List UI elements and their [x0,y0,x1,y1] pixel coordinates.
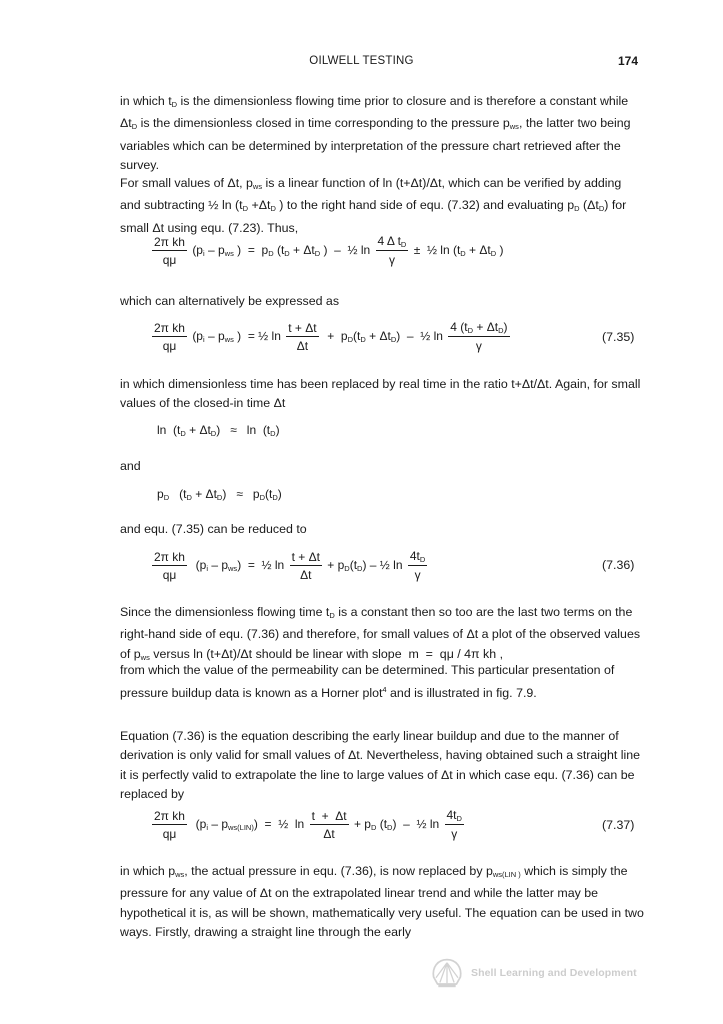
shell-logo-icon [431,958,463,988]
approximation-1: $\ln (t_D + \Delta t_D) \approx \ln (t_D)$ [157,423,280,438]
running-title: OILWELL TESTING [309,55,414,67]
fraction-lhs: $\frac{\text{2π kh}}{q\mu}$ [154,549,185,582]
paragraph-2: For small values of Δt, $p_{ws}$ is a linear function of ln (t+Δt)/Δt, which can be verified by adding and subtracting ½ $\ln (t_D +\Delta t_D$ ) to the right hand side of equ. (7.32) and evaluating $p_D$ $(\Delta t_D)$ for small Δt using equ. (7.23). Thus, [120,176,627,235]
paragraph-1: in which $t_D$ is the dimensionless flowing time prior to closure and is therefore a constant while $\Delta t_D$ is the dimensionless closed in time corresponding to the pressure $p_{ws}$, the latter two being variables which can be determined by interpretation of the pressure chart retrieved after the survey. [120,94,631,172]
equation-body: ($p_i - p_{ws}$ ) = ½ ln [192,328,281,344]
fraction-lhs: $\frac{\text{2π kh}}{q\mu}$ [154,808,185,841]
fraction-lhs: $\frac{\text{2π kh}}{q\mu}$ [154,320,185,353]
equation-number-7-37: (7.37) [602,818,635,832]
equation-body: ± ½ $\ln (t_D + \Delta t_D$ ) [413,242,504,258]
equation-body: $(p_i - p_{ws(LIN)})$ = ½ ln [192,816,305,832]
fraction-log-arg: $\frac{4t_D}{\gamma}$ [446,808,462,841]
equation-1 [150,234,504,267]
fraction-log-arg: $\frac{4 (t_D + \Delta t_D)}{\gamma}$ [450,320,508,353]
equation-7-37 [150,808,466,841]
paragraph-4: in which dimensionless time has been replaced by real time in the ratio t+Δt/Δt. Again, for small values of the closed-in time Δt [120,377,641,411]
fraction-time-ratio: $\frac{t + \Delta t}{\Delta t}$ [291,549,320,582]
fraction-time-ratio: $\frac{t + \Delta t}{\Delta t}$ [288,320,317,353]
equation-body: + $p_D$ $(t_D)$ – ½ ln [353,816,440,832]
footer-brand-text: Shell Learning and Development [471,967,637,979]
paragraph-5: and [120,459,141,473]
equation-number-7-35: (7.35) [602,330,635,344]
page-number: 174 [617,54,638,68]
footer-brand [431,957,641,989]
paragraph-6: and equ. (7.35) can be reduced to [120,522,307,536]
fraction-lhs: $\frac{\text{2π kh}}{q\mu}$ [154,234,185,267]
paragraph-9: Equation (7.36) is the equation describing the early linear buildup and due to the manner of derivation is only valid for small values of Δt. Nevertheless, having obtained such a straight line it is perfectly valid to extrapolate the line to large values of Δt in which case equ. (7.36) can be replaced by [120,729,641,801]
paragraph-7: Since the dimensionless flowing time $t_D$ is a constant then so too are the last two terms on the right-hand side of equ. (7.36) and therefore, for small values of Δt a plot of the observed values of $p_{ws}$ versus ln (t+Δt)/Δt should be linear with slope m = qμ / 4π kh , [120,605,641,662]
equation-body: + $p_D(t_D + \Delta t_D)$ – ½ ln [323,328,443,344]
paragraph-10: in which $p_{ws}$, the actual pressure in equ. (7.36), is now replaced by $p_{ws(LIN )}$ which is simply the pressure for any value of Δt on the extrapolated linear trend and while the latter may be hypothetical it is, as will be shown, mathematically very useful. The equation can be used in two ways. Firstly, drawing a straight line through the early [120,864,644,939]
equation-body: $(p_i - p_{ws})$ = ½ ln [192,557,285,573]
paragraph-3: which can alternatively be expressed as [120,294,340,308]
equation-body: + $p_D(t_D)$ – ½ ln [327,557,403,573]
paragraph-8: from which the value of the permeability can be determined. This particular presentation of pressure buildup data is known as a Horner plot$^4$ and is illustrated in fig. 7.9. [120,663,615,701]
equation-body: ($p_i - p_{ws}$ ) = $p_D$ ($t_D + \Delta t_D$ ) – ½ ln [192,242,371,258]
equation-7-35 [150,320,512,353]
fraction-log-arg: $\frac{4 \Delta t_D}{\gamma}$ [377,234,407,267]
fraction-time-ratio: $\frac{t + \Delta t}{\Delta t}$ [311,808,347,841]
fraction-log-arg: $\frac{4t_D}{\gamma}$ [409,549,426,582]
equation-number-7-36: (7.36) [602,558,635,572]
approximation-2: $p_D$ $(t_D + \Delta t_D) \approx p_D(t_D)$ [157,487,282,502]
equation-7-36 [150,549,429,582]
